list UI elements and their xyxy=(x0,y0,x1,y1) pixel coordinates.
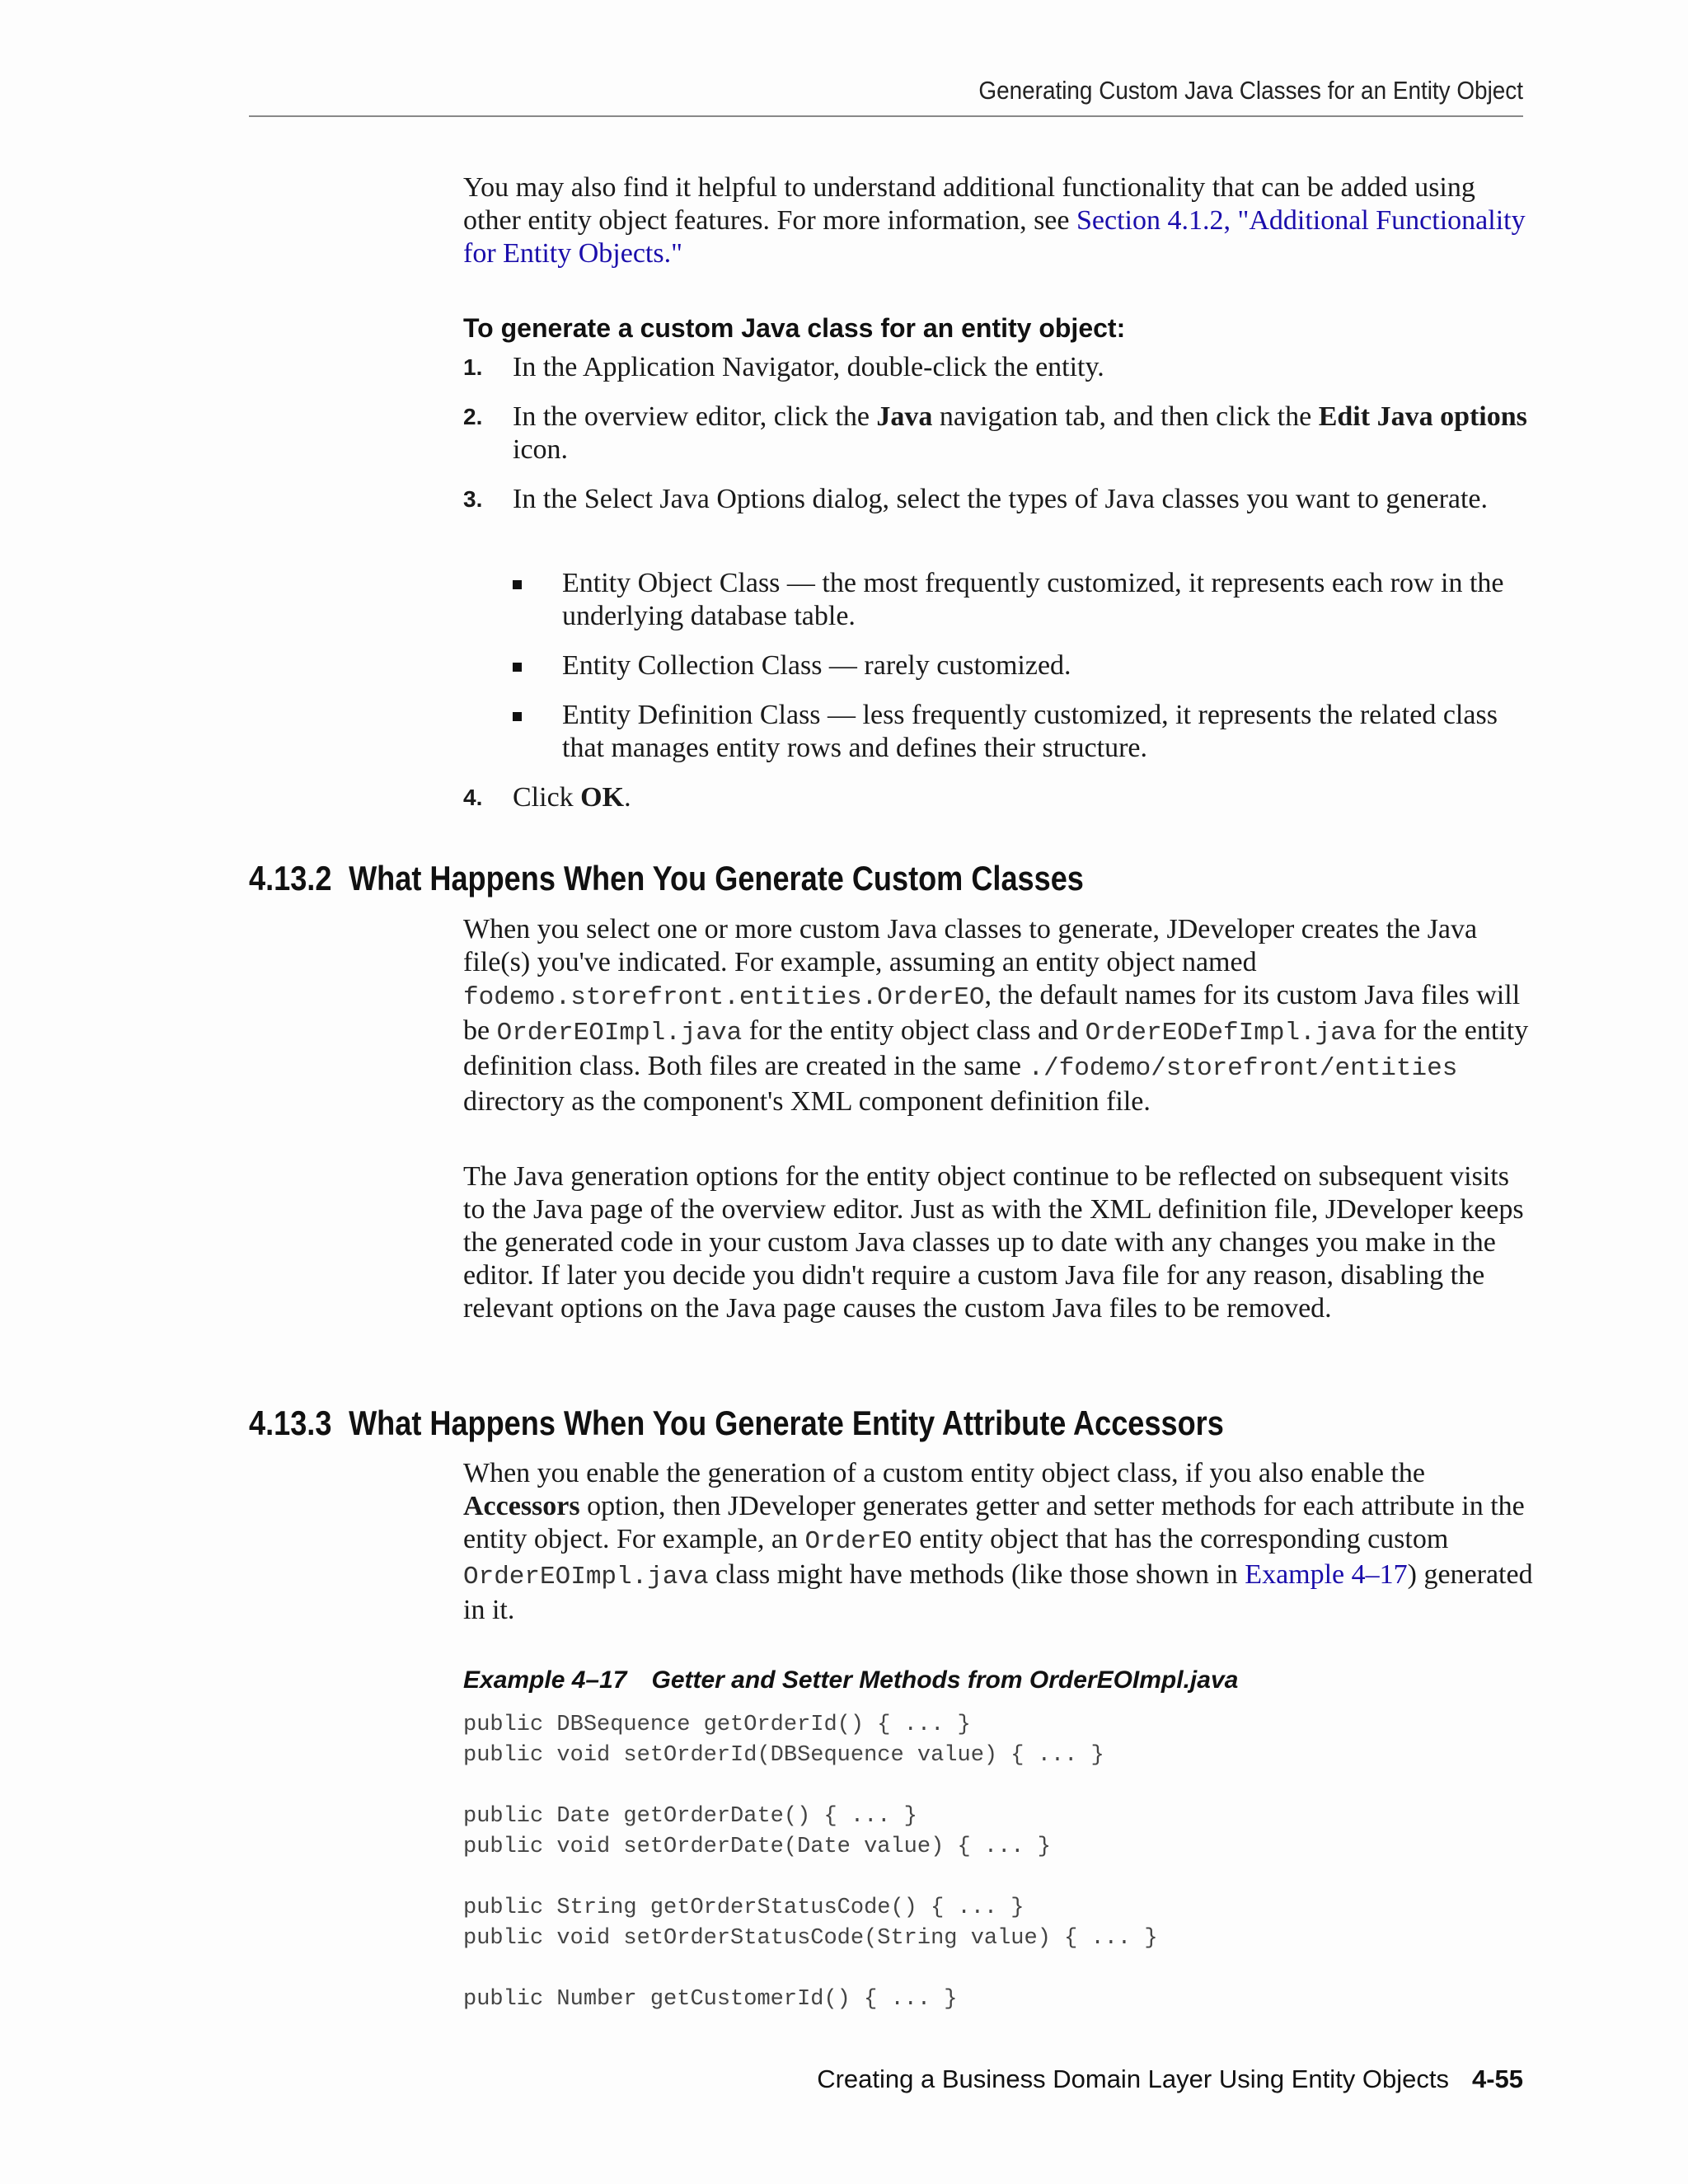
code-line: public void setOrderDate(Date value) { ... } xyxy=(463,1835,1051,1859)
code-line: public Number getCustomerId() { ... } xyxy=(463,1987,958,2012)
footer-title: Creating a Business Domain Layer Using Entity Objects xyxy=(817,2064,1449,2093)
step-3: 3. In the Select Java Options dialog, select the types of Java classes you want to generate. xyxy=(463,484,1489,514)
section-4-1-2-link[interactable]: Section 4.1.2, "Additional Functionality for Entity Objects." xyxy=(463,205,1526,269)
section-4-13-2-paragraph-2: The Java generation options for the entity object continue to be reflected on subsequent visits to the Java page of the overview editor. Just as with the XML definition file, JDeveloper keeps the generated code in your custom Java classes up to date with any changes you make in the editor. If later you decide you didn't require a custom Java file for any reason, disabling the relevant options on the Java page causes the custom Java files to be removed. xyxy=(463,1161,1524,1324)
intro-paragraph: You may also find it helpful to understand additional functionality that can be added using other entity object features. For more information, see Section 4.1.2, "Additional Functionality for Entity Objects." xyxy=(463,172,1526,269)
code-line: public Date getOrderDate() { ... } xyxy=(463,1804,917,1829)
running-header: Generating Custom Java Classes for an Entity Object xyxy=(978,76,1523,105)
page-number: 4-55 xyxy=(1471,2064,1523,2093)
bullet-entity-object-class: Entity Object Class — the most frequently customized, it represents each row in the underlying database table. xyxy=(513,567,1535,633)
code-line xyxy=(463,1954,1158,1985)
code-line: public void setOrderStatusCode(String value) { ... } xyxy=(463,1926,1158,1951)
section-4-13-3-paragraph: When you enable the generation of a custom entity object class, if you also enable the Accessors option, then JDeveloper generates getter and setter methods for each attribute in the entity object. For example, an OrderEO entity object that has the corresponding custom OrderEOImpl.java class might have methods (like those shown in Example 4–17) generated in it. xyxy=(463,1458,1533,1625)
bullet-entity-definition-class: Entity Definition Class — less frequently customized, it represents the related class that manages entity rows and defines their structure. xyxy=(513,699,1535,765)
step-1: 1. In the Application Navigator, double-click the entity. xyxy=(463,352,1104,382)
code-line xyxy=(463,1863,1158,1893)
bullet-entity-collection-class: Entity Collection Class — rarely customized. xyxy=(513,649,1535,682)
step-2: 2. In the overview editor, click the Java navigation tab, and then click the Edit Java options icon. xyxy=(463,401,1527,465)
procedure-title: To generate a custom Java class for an entity object: xyxy=(463,313,1126,343)
code-line: public String getOrderStatusCode() { ... } xyxy=(463,1896,1025,1920)
section-4-13-2-paragraph-1: When you select one or more custom Java classes to generate, JDeveloper creates the Java file(s) you've indicated. For example, assuming an entity object named fodemo.storefront.entities.OrderEO, the default names for its custom Java files will be OrderEOImpl.java for the entity object class and OrderEODefImpl.java for the entity definition class. Both files are created in the same ./fodemo/storefront/entities directory as the component's XML component definition file. xyxy=(463,914,1529,1117)
step-4: 4. Click OK. xyxy=(463,782,631,813)
code-line: public void setOrderId(DBSequence value) { ... } xyxy=(463,1743,1104,1768)
code-line: public DBSequence getOrderId() { ... } xyxy=(463,1713,971,1737)
header-divider xyxy=(249,115,1523,117)
example-4-17-link[interactable]: Example 4–17 xyxy=(1245,1559,1408,1590)
bullet-square-icon xyxy=(513,712,522,721)
section-heading-4-13-2: 4.13.2 What Happens When You Generate Custom Classes xyxy=(249,859,1084,898)
bullet-square-icon xyxy=(513,663,522,672)
code-example-block xyxy=(463,1710,1158,2015)
bullet-square-icon xyxy=(513,580,522,589)
page-footer xyxy=(817,2064,1523,2094)
section-heading-4-13-3: 4.13.3 What Happens When You Generate Entity Attribute Accessors xyxy=(249,1404,1224,1442)
example-caption: Example 4–17 Getter and Setter Methods from OrderEOImpl.java xyxy=(463,1666,1239,1694)
code-line xyxy=(463,1771,1158,1802)
